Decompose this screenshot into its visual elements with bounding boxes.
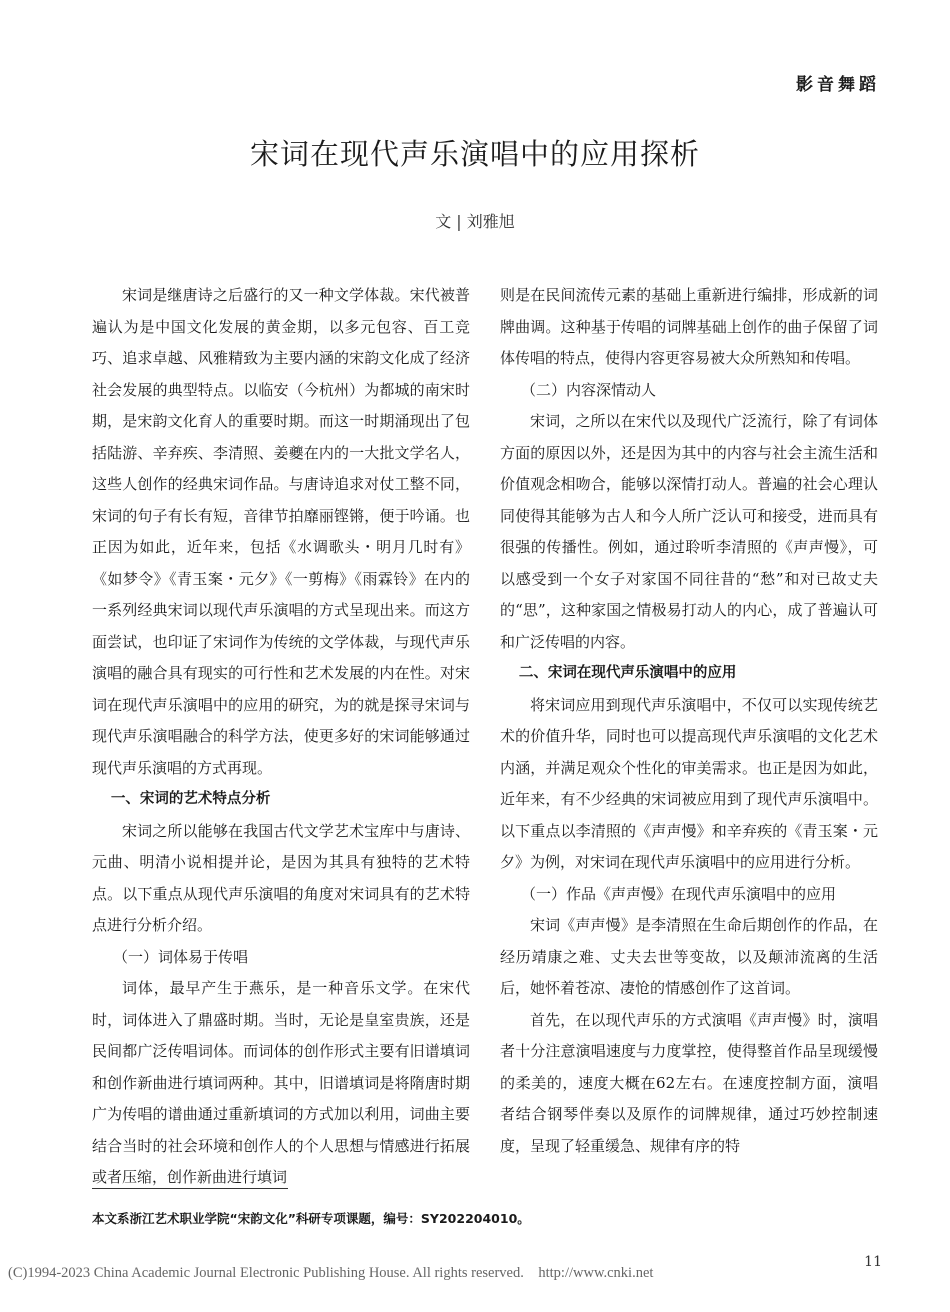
section-heading-application: 二、宋词在现代声乐演唱中的应用 bbox=[518, 665, 737, 681]
right-column bbox=[500, 280, 878, 1162]
subsection-heading-shengshengman: （一）作品《声声慢》在现代声乐演唱中的应用 bbox=[521, 884, 837, 903]
copyright-watermark: (C)1994-2023 China Academic Journal Electronic Publishing House. All rights reserved. http://www.cnki.net bbox=[8, 1265, 654, 1281]
paragraph-moving-content: 宋词，之所以在宋代以及现代广泛流行，除了有词体方面的原因以外，还是因为其中的内容与社会主流生活和价值观念相吻合，能够以深情打动人。普遍的社会心理认同使得其能够为古人和今人所广泛认可和接受，进而具有很强的传播性。例如，通过聆听李清照的《声声慢》，可以感受到一个女子对家国不同往昔的“愁”和对已故丈夫的“思”，这种家国之情极易打动人的内心，成了普遍认可和广泛传唱的内容。 bbox=[500, 412, 878, 651]
left-column bbox=[92, 280, 470, 1194]
section-heading-artistic-features: 一、宋词的艺术特点分析 bbox=[110, 791, 271, 807]
paragraph-shengshengman-tempo: 首先，在以现代声乐的方式演唱《声声慢》时，演唱者十分注意演唱速度与力度掌控，使得整首作品呈现缓慢的柔美的，速度大概在62左右。在速度控制方面，演唱者结合钢琴伴奏以及原作的词牌规律，通过巧妙控制速度，呈现了轻重缓急、规律有序的特 bbox=[500, 1010, 878, 1155]
paragraph-shengshengman-background: 宋词《声声慢》是李清照在生命后期创作的作品，在经历靖康之难、丈夫去世等变故，以及颠沛流离的生活后，她怀着苍凉、凄怆的情感创作了这首词。 bbox=[500, 916, 878, 997]
author-byline: 文 | 刘雅旭 bbox=[435, 212, 515, 231]
paragraph-intro: 宋词是继唐诗之后盛行的又一种文学体裁。宋代被普遍认为是中国文化发展的黄金期，以多元包容、百工竞巧、追求卓越、风雅精致为主要内涵的宋韵文化成了经济社会发展的典型特点。以临安（今杭州）为都城的南宋时期，是宋韵文化育人的重要时期。而这一时期涌现出了包括陆游、辛弃疾、李清照、姜夔在内的一大批文学名人，这些人创作的经典宋词作品。与唐诗追求对仗工整不同，宋词的句子有长有短，音律节拍靡丽铿锵，便于吟诵。也正因为如此，近年来，包括《水调歌头・明月几时有》《如梦令》《青玉案・元夕》《一剪梅》《雨霖铃》在内的一系列经典宋词以现代声乐演唱的方式呈现出来。而这方面尝试，也印证了宋词作为传统的文学体裁，与现代声乐演唱的融合具有现实的可行性和艺术发展的内在性。对宋词在现代声乐演唱中的应用的研究，为的就是探寻宋词与现代声乐演唱融合的科学方法，使更多好的宋词能够通过现代声乐演唱的方式再现。 bbox=[92, 286, 470, 777]
subsection-heading-moving-content: （二）内容深情动人 bbox=[521, 380, 657, 399]
page-number: 11 bbox=[864, 1254, 882, 1270]
journal-section-label: 影音舞蹈 bbox=[796, 75, 880, 95]
paragraph-ci-form-continued: 则是在民间流传元素的基础上重新进行编排，形成新的词牌曲调。这种基于传唱的词牌基础上创作的曲子保留了词体传唱的特点，使得内容更容易被大众所熟知和传唱。 bbox=[500, 286, 878, 367]
subsection-heading-easy-to-sing: （一）词体易于传唱 bbox=[113, 947, 249, 966]
paragraph-application-intro: 将宋词应用到现代声乐演唱中，不仅可以实现传统艺术的价值升华，同时也可以提高现代声乐演唱的文化艺术内涵，并满足观众个性化的审美需求。也正是因为如此，近年来，有不少经典的宋词被应用到了现代声乐演唱中。以下重点以李清照的《声声慢》和辛弃疾的《青玉案・元夕》为例，对宋词在现代声乐演唱中的应用进行分析。 bbox=[500, 695, 878, 871]
footnote-funding: 本文系浙江艺术职业学院“宋韵文化”科研专项课题，编号：SY202204010。 bbox=[92, 1211, 530, 1226]
paragraph-features-intro: 宋词之所以能够在我国古代文学艺术宝库中与唐诗、元曲、明清小说相提并论，是因为其具有独特的艺术特点。以下重点从现代声乐演唱的角度对宋词具有的艺术特点进行分析介绍。 bbox=[92, 821, 470, 934]
paragraph-ci-form: 词体，最早产生于燕乐，是一种音乐文学。在宋代时，词体进入了鼎盛时期。当时，无论是皇室贵族，还是民间都广泛传唱词体。而词体的创作形式主要有旧谱填词和创作新曲进行填词两种。其中，旧谱填词是将隋唐时期广为传唱的谱曲通过重新填词的方式加以利用，词曲主要结合当时的社会环境和创作人的个人思想与情感进行拓展或者压缩，创作新曲进行填词 bbox=[92, 979, 470, 1186]
article-title: 宋词在现代声乐演唱中的应用探析 bbox=[249, 137, 700, 171]
footnote-divider bbox=[92, 1188, 288, 1189]
